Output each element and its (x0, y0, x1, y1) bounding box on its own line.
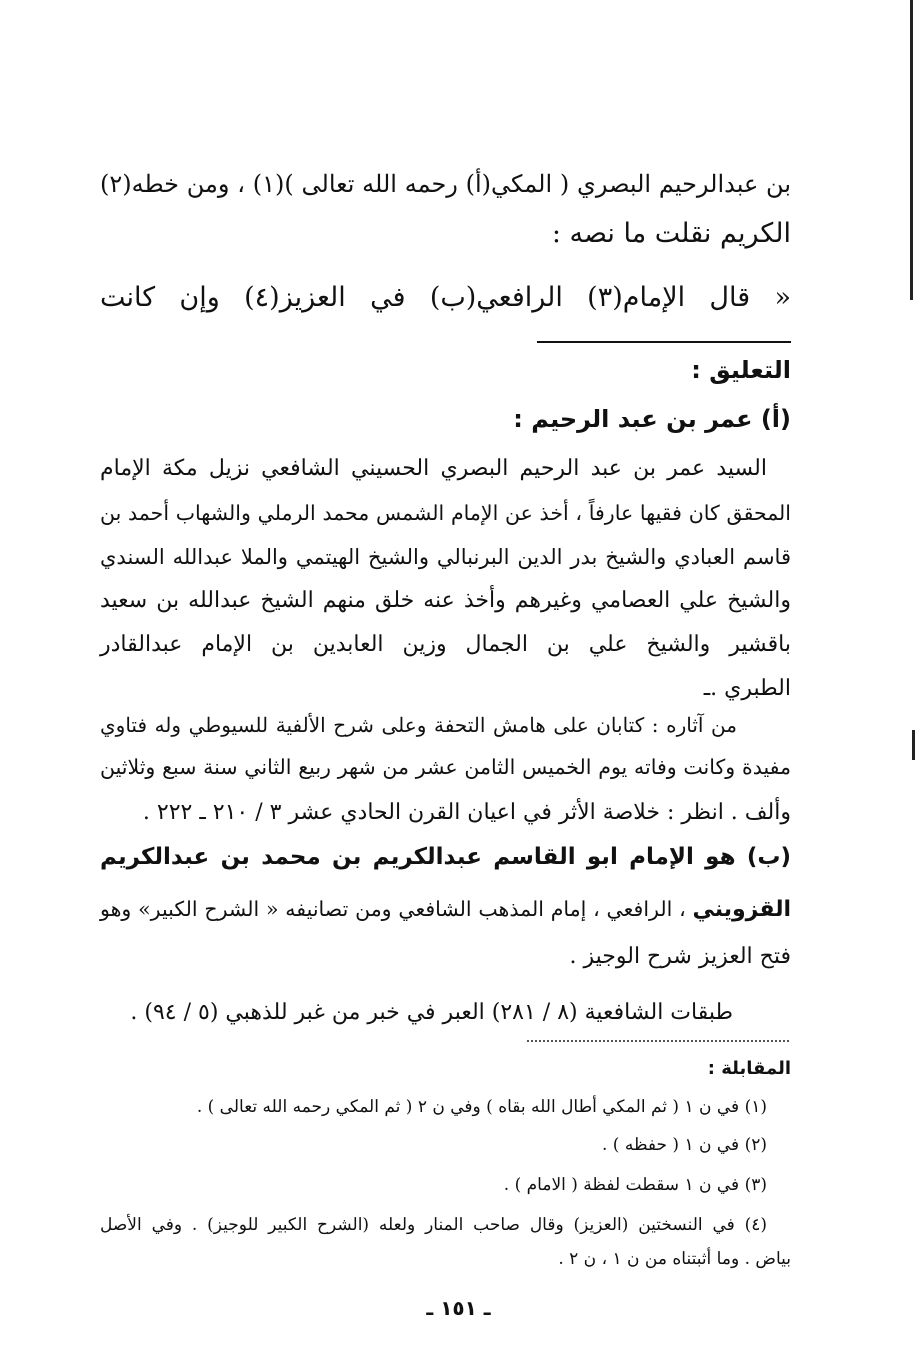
entry-b-title: (ب) هو الإمام ابو القاسم عبدالكريم بن محمد بن عبدالكريم (100, 844, 791, 870)
entry-a-line-5: باقشير والشيخ علي بن الجمال وزين العابدين بن الإمام عبدالقادر (100, 632, 791, 657)
entry-a-line-6: الطبري .ـ (703, 676, 791, 701)
entry-b-line-2 (100, 892, 791, 927)
collation-note-1: (١) في ن ١ ( ثم المكي أطال الله بقاه ) وفي ن ٢ ( ثم المكي رحمه الله تعالى ) . (196, 1097, 767, 1117)
collation-heading: المقابلة : (707, 1058, 791, 1079)
entry-a-line-8: مفيدة وكانت وفاته يوم الخميس الثامن عشر من شهر ربيع الثاني سنة سبع وثلاثين (100, 755, 791, 779)
scan-edge-mark-middle (912, 730, 915, 760)
entry-b-name-bold: القزويني (692, 897, 791, 922)
collation-note-4-cont: بياض . وما أثبتناه من ن ١ ، ن ٢ . (558, 1249, 791, 1269)
collation-note-2: (٢) في ن ١ ( حفظه ) . (602, 1135, 767, 1155)
page-number: ـ ١٥١ ـ (426, 1296, 491, 1320)
scan-edge-mark-top (910, 0, 913, 300)
entry-a-line-4: والشيخ علي العصامي وغيرهم وأخذ عنه خلق منهم الشيخ عبدالله بن سعيد (100, 588, 791, 613)
main-text-line-1: بن عبدالرحيم البصري ( المكي(أ) رحمه الله تعالى )(١) ، ومن خطه(٢) (100, 170, 792, 198)
dotted-separator (527, 1040, 789, 1042)
entry-b-line-2-rest: ، الرافعي ، إمام المذهب الشافعي ومن تصانيفه « الشرح الكبير» وهو (100, 897, 693, 921)
collation-note-3: (٣) في ن ١ سقطت لفظة ( الامام ) . (503, 1175, 767, 1195)
entry-a-line-7: من آثاره : كتابان على هامش التحفة وعلى شرح الألفية للسيوطي وله فتاوي (100, 713, 737, 737)
main-text-line-3: « قال الإمام(٣) الرافعي(ب) في العزيز(٤) وإن كانت (100, 282, 791, 313)
collation-note-4: (٤) في النسختين (العزيز) وقال صاحب المنار ولعله (الشرح الكبير للوجيز) . وفي الأصل (100, 1215, 767, 1235)
main-text-line-2: الكريم نقلت ما نصه : (551, 218, 791, 249)
entry-a-title: (أ) عمر بن عبد الرحيم : (513, 405, 791, 433)
entry-a-line-3: قاسم العبادي والشيخ بدر الدين البرنبالي والشيخ الهيتمي والملا عبدالله السندي (100, 545, 791, 569)
entry-b-sources: طبقات الشافعية (٨ / ٢٨١) العبر في خبر من غبر للذهبي (٥ / ٩٤) . (130, 1000, 733, 1025)
entry-b-line-3: فتح العزيز شرح الوجيز . (569, 944, 791, 969)
entry-a-line-1: السيد عمر بن عبد الرحيم البصري الحسيني الشافعي نزيل مكة الإمام (100, 456, 767, 481)
commentary-heading: التعليق : (691, 356, 791, 384)
entry-a-line-9: وألف . انظر : خلاصة الأثر في اعيان القرن الحادي عشر ٣ / ٢١٠ ـ ٢٢٢ . (142, 800, 791, 825)
footnote-separator (537, 341, 791, 343)
entry-a-line-2: المحقق كان فقيها عارفاً ، أخذ عن الإمام الشمس محمد الرملي والشهاب أحمد بن (100, 501, 791, 525)
